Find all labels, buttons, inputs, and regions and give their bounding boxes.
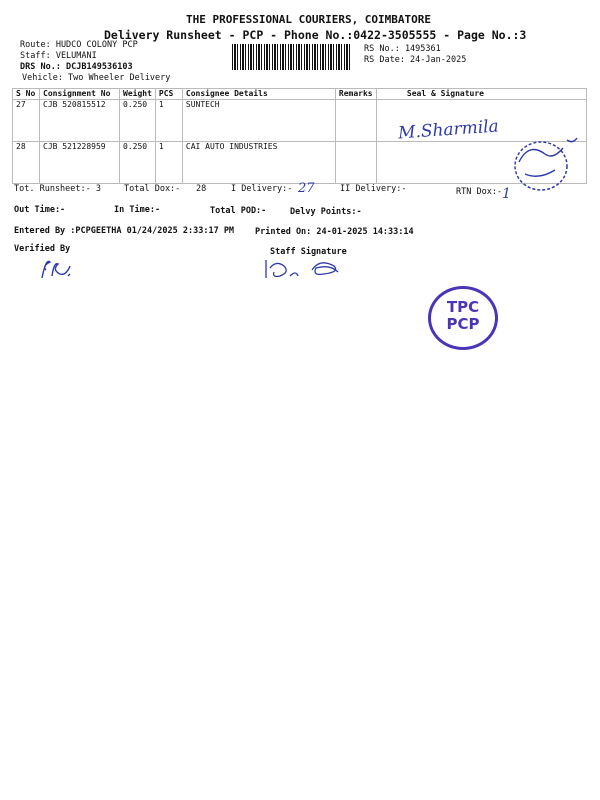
cell-weight: 0.250 [120,142,156,184]
col-header-pcs: PCS [155,89,182,100]
printed-on: Printed On: 24-01-2025 14:33:14 [255,227,414,237]
rs-number: RS No.: 1495361 [364,44,441,54]
out-time-label: Out Time:- [14,205,66,215]
col-header-weight: Weight [120,89,156,100]
delvy-points-label: Delvy Points:- [290,207,362,217]
ii-delivery-label: II Delivery:- [340,184,407,194]
stamp-line1: TPC [446,298,480,316]
entered-by: Entered By :PCPGEETHA 01/24/2025 2:33:17 PM [14,226,235,236]
cell-remarks [335,100,376,142]
cell-consignment: CJB 520815512 [40,100,120,142]
cell-consignee: SUNTECH [182,100,335,142]
company-title: THE PROFESSIONAL COURIERS, COIMBATORE [186,13,432,26]
col-header-seal: Seal & Signature [376,89,586,100]
tot-runsheet: Tot. Runsheet:- 3 [14,184,101,194]
vehicle-label: Vehicle: Two Wheeler Delivery [22,73,171,83]
cell-remarks [335,142,376,184]
verified-by-label: Verified By [14,244,71,254]
cell-pcs: 1 [155,142,182,184]
verifier-signature-icon [36,254,80,282]
drs-number: DRS No.: DCJB149536103 [20,62,133,72]
cell-pcs: 1 [155,100,182,142]
total-dox-value: 28 [196,184,207,194]
col-header-consignee: Consignee Details [182,89,335,100]
i-delivery-label: I Delivery:- [231,184,293,194]
cell-consignee: CAI AUTO INDUSTRIES [182,142,335,184]
cell-sno: 28 [13,142,40,184]
col-header-sno: S No [13,89,40,100]
receiver-signature: M.Sharmila [397,116,500,144]
ink-stamp-icon [505,128,585,200]
barcode-image [232,44,352,70]
table-row [13,100,587,142]
rtn-dox-value: 1 [502,186,511,202]
stamp-line2: PCP [446,315,480,333]
tpc-pcp-stamp [428,286,498,350]
cell-weight: 0.250 [120,100,156,142]
staff-signature-icon [262,256,362,282]
route-label: Route: HUDCO COLONY PCP [20,40,138,50]
in-time-label: In Time:- [114,205,161,215]
consignment-table [12,88,587,184]
staff-label: Staff: VELUMANI [20,51,97,61]
total-pod-label: Total POD:- [210,206,267,216]
table-row [13,142,587,184]
staff-signature-label: Staff Signature [270,247,347,257]
rtn-dox-label: RTN Dox:- [456,187,503,197]
col-header-consignment: Consignment No [40,89,120,100]
col-header-remarks: Remarks [335,89,376,100]
i-delivery-value: 27 [298,181,315,196]
runsheet-subtitle: Delivery Runsheet - PCP - Phone No.:0422-3505555 - Page No.:3 [104,28,527,42]
cell-consignment: CJB 521228959 [40,142,120,184]
rs-date: RS Date: 24-Jan-2025 [364,55,467,65]
cell-sno: 27 [13,100,40,142]
table-header-row [13,89,587,100]
total-dox-label: Total Dox:- [124,184,181,194]
